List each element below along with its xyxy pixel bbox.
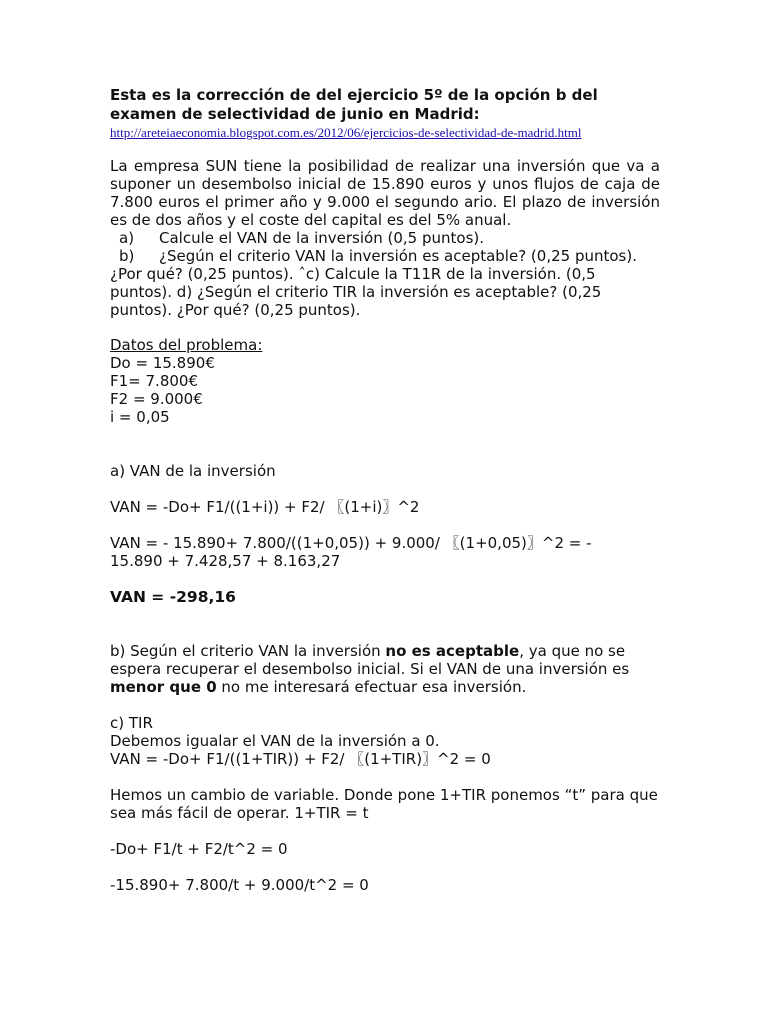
question-item-a bbox=[110, 229, 660, 247]
question-label: a) bbox=[119, 229, 135, 247]
variable-change-text: Hemos un cambio de variable. Donde pone 1+TIR ponemos “t” para que sea más fácil de operar. 1+TIR = t bbox=[110, 786, 658, 822]
part-c-heading: c) TIR bbox=[110, 714, 153, 732]
part-c-line: Debemos igualar el VAN de la inversión a 0. bbox=[110, 732, 440, 750]
van-substitution: VAN = - 15.890+ 7.800/((1+0,05)) + 9.000/ 〖(1+0,05)〗^2 = - bbox=[110, 534, 592, 552]
question-text: ¿Según el criterio VAN la inversión es aceptable? (0,25 puntos). bbox=[159, 247, 637, 265]
question-item-b bbox=[110, 247, 660, 265]
source-link[interactable]: http://areteiaeconomia.blogspot.com.es/2012/06/ejercicios-de-selectividad-de-madrid.html bbox=[110, 125, 582, 140]
data-line: Do = 15.890€ bbox=[110, 354, 215, 372]
tir-equation-numeric: -15.890+ 7.800/t + 9.000/t^2 = 0 bbox=[110, 876, 369, 894]
document-title: Esta es la corrección de del ejercicio 5º de la opción b del examen de selectividad de junio en Madrid: bbox=[110, 86, 598, 123]
van-result: VAN = -298,16 bbox=[110, 588, 236, 606]
part-b-paragraph bbox=[110, 642, 660, 696]
part-a-heading: a) VAN de la inversión bbox=[110, 462, 276, 480]
part-b-emphasis: no es aceptable bbox=[385, 642, 520, 660]
problem-statement: La empresa SUN tiene la posibilidad de realizar una inversión que va a suponer un desembolso inicial de 15.890 euros y unos flujos de caja de 7.800 euros el primer año y 9.000 el segundo ario. El plazo de inversión es de dos años y el coste del capital es del 5% anual. bbox=[110, 157, 660, 229]
van-formula: VAN = -Do+ F1/((1+i)) + F2/ 〖(1+i)〗^2 bbox=[110, 498, 420, 516]
data-heading: Datos del problema: bbox=[110, 336, 263, 354]
tir-equation: -Do+ F1/t + F2/t^2 = 0 bbox=[110, 840, 288, 858]
part-b-text: , ya que no se espera recuperar el desembolso inicial. Si el VAN de una inversión es bbox=[110, 642, 630, 678]
van-substitution-cont: 15.890 + 7.428,57 + 8.163,27 bbox=[110, 552, 341, 570]
question-text: Calcule el VAN de la inversión (0,5 puntos). bbox=[159, 229, 484, 247]
question-continuation: ¿Por qué? (0,25 puntos). ˆc) Calcule la T11R de la inversión. (0,5 puntos). d) ¿Según el criterio TIR la inversión es aceptable? (0,25 puntos). ¿Por qué? (0,25 puntos). bbox=[110, 265, 602, 319]
part-b-emphasis: menor que 0 bbox=[110, 678, 217, 696]
tir-formula: VAN = -Do+ F1/((1+TIR)) + F2/ 〖(1+TIR)〗^2 = 0 bbox=[110, 750, 491, 768]
part-b-text: b) Según el criterio VAN la inversión bbox=[110, 642, 386, 660]
part-b-text: no me interesará efectuar esa inversión. bbox=[216, 678, 527, 696]
data-line: F2 = 9.000€ bbox=[110, 390, 203, 408]
question-label: b) bbox=[119, 247, 135, 265]
data-line: F1= 7.800€ bbox=[110, 372, 198, 390]
data-line: i = 0,05 bbox=[110, 408, 170, 426]
document-page bbox=[110, 86, 660, 894]
